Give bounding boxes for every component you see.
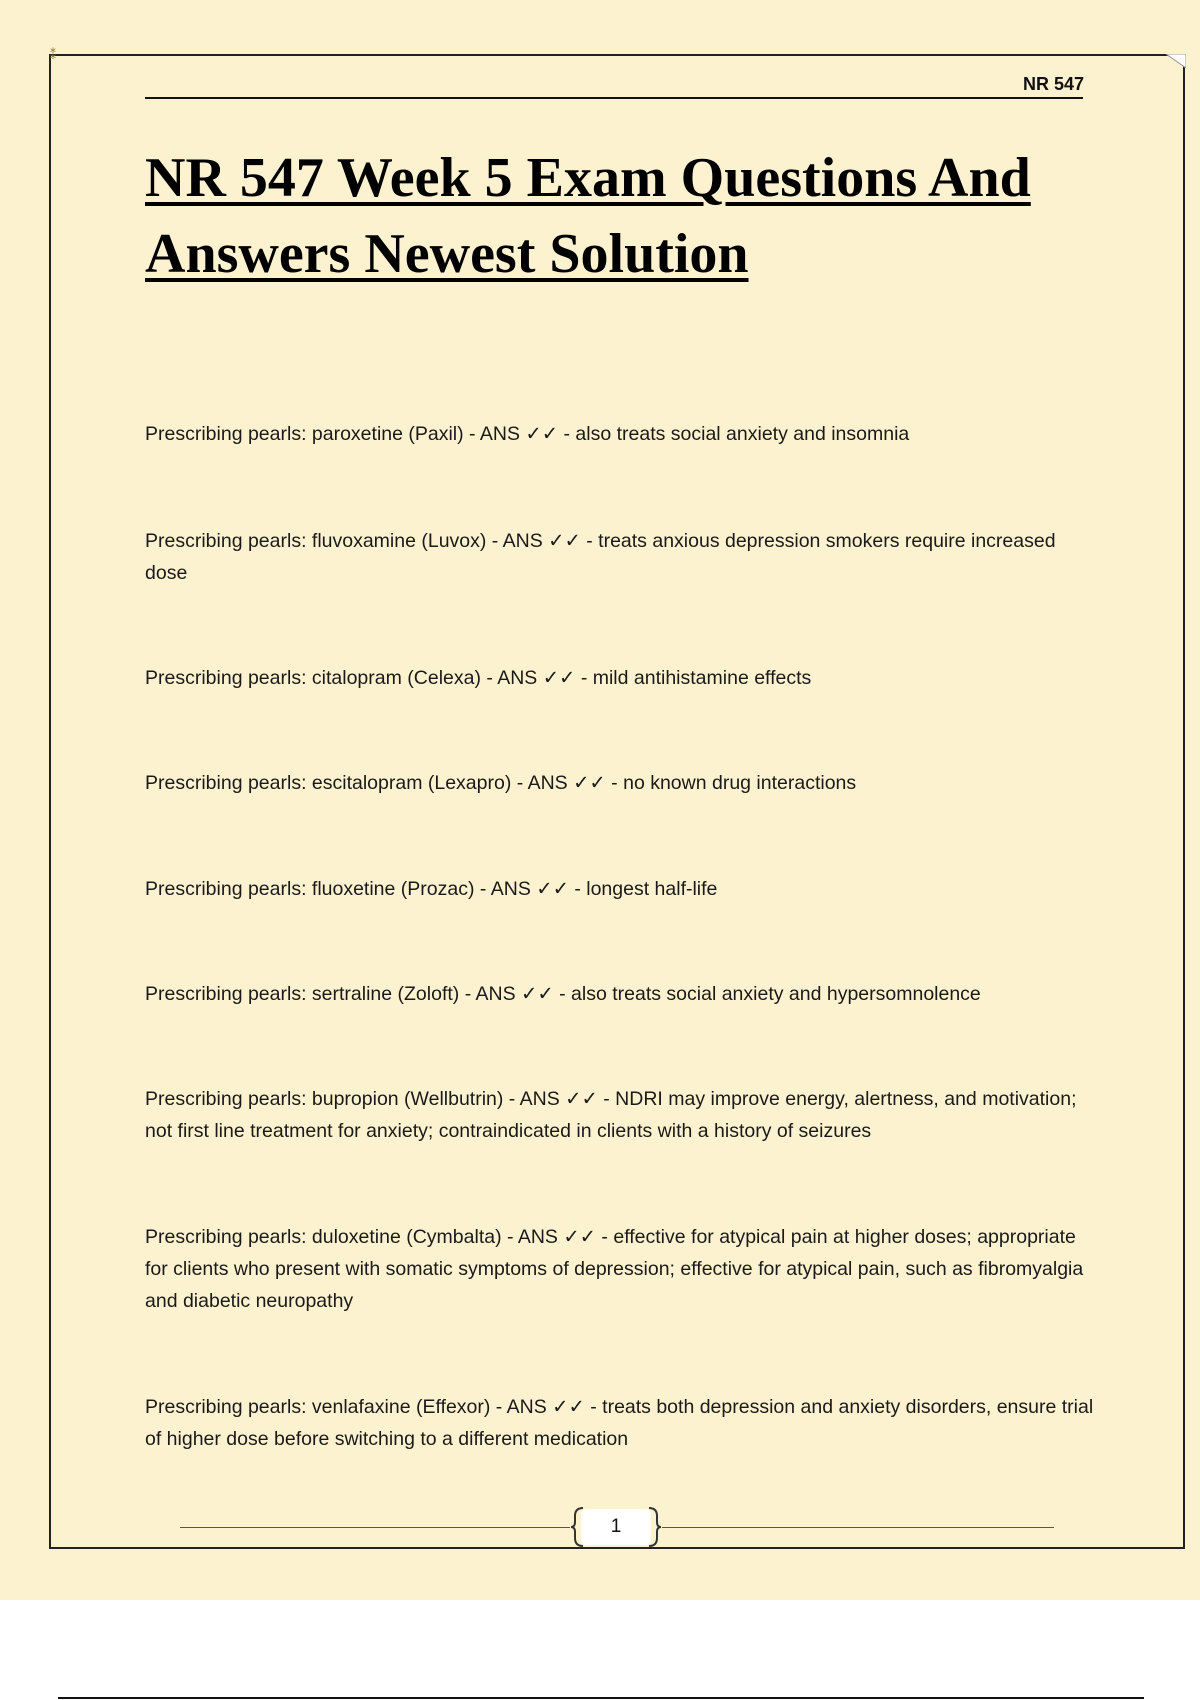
qa-entry: Prescribing pearls: venlafaxine (Effexor) - ANS ✓✓ - treats both depression and anxiety disorders, ensure trial of higher dose before switching to a different medication <box>145 1396 1094 1450</box>
qa-entry: Prescribing pearls: sertraline (Zoloft) - ANS ✓✓ - also treats social anxiety and hypersomnolence <box>145 983 981 1005</box>
qa-entry: Prescribing pearls: citalopram (Celexa) - ANS ✓✓ - mild antihistamine effects <box>145 667 812 689</box>
page-number-badge <box>571 1506 661 1548</box>
qa-entry: Prescribing pearls: duloxetine (Cymbalta) - ANS ✓✓ - effective for atypical pain at higher doses; appropriate for clients who present with somatic symptoms of depression; effective for atypical pain, such as fibromyalgia and diabetic neuropathy <box>145 1226 1084 1312</box>
qa-entry: Prescribing pearls: bupropion (Wellbutrin) - ANS ✓✓ - NDRI may improve energy, alertness, and motivation; not first line treatment for anxiety; contraindicated in clients with a history of seizures <box>145 1088 1077 1142</box>
qa-entry: Prescribing pearls: paroxetine (Paxil) - ANS ✓✓ - also treats social anxiety and insomnia <box>145 423 910 445</box>
header-rule <box>145 97 1083 99</box>
footer-rule-right <box>662 1527 1054 1528</box>
header-course-code: NR 547 <box>1022 74 1084 94</box>
page-title: NR 547 Week 5 Exam Questions And Answers Newest Solution <box>145 147 1031 285</box>
page-number: 1 <box>610 1516 622 1537</box>
qa-entry: Prescribing pearls: fluvoxamine (Luvox) - ANS ✓✓ - treats anxious depression smokers require increased dose <box>145 530 1056 584</box>
qa-entry: Prescribing pearls: escitalopram (Lexapro) - ANS ✓✓ - no known drug interactions <box>145 772 857 794</box>
next-page-top-rule <box>58 1697 1144 1699</box>
footer-rule-left <box>180 1527 570 1528</box>
anchor-icon: ⁑ <box>50 48 56 62</box>
qa-entry: Prescribing pearls: fluoxetine (Prozac) - ANS ✓✓ - longest half-life <box>145 878 718 900</box>
page-fold-icon <box>1166 54 1186 68</box>
